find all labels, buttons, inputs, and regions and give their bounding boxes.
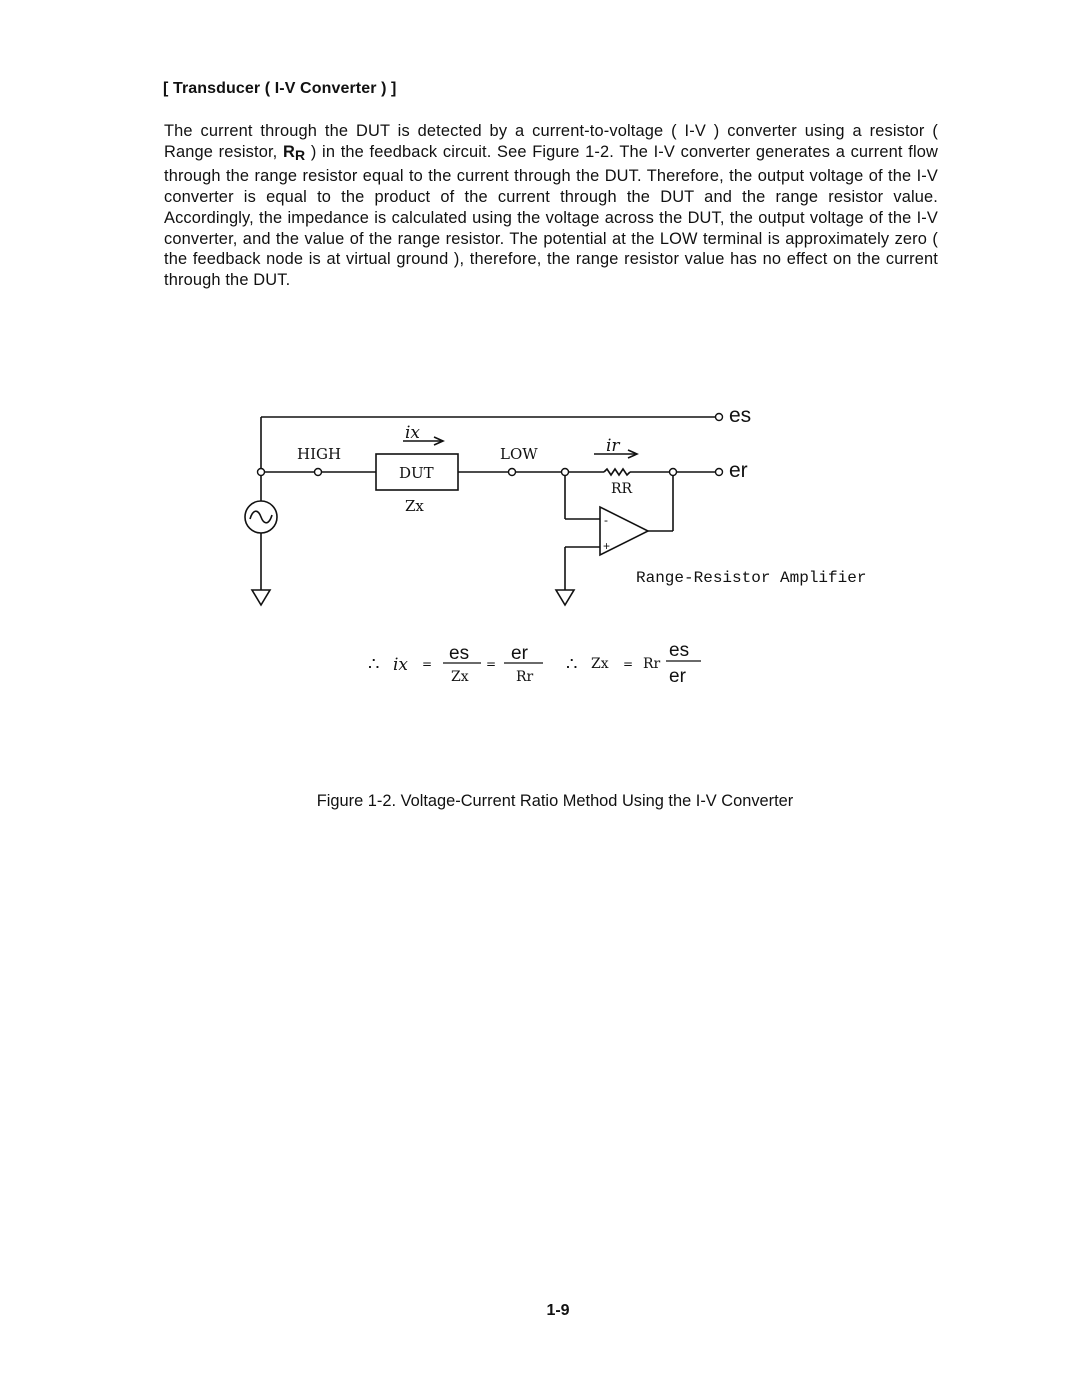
eq-rr-denominator: Rr [516,669,534,685]
high-terminal [315,469,322,476]
eq-ix: ix [393,655,409,675]
rr-subscript: R [294,146,306,163]
page-number: 1-9 [546,1302,570,1319]
op-amp-plus: + [603,539,611,553]
ir-label: ir [606,436,620,456]
eq-er-denominator: er [669,666,686,687]
eq-equals-3: = [623,657,634,671]
virtual-ground-node [562,469,569,476]
range-resistor-zigzag [604,469,630,475]
section-heading: [ Transducer ( I-V Converter ) ] [163,80,397,97]
eq-zx-denominator: Zx [451,669,469,685]
eq-es-numerator-2: es [669,640,690,661]
zx-label: Zx [405,497,424,515]
therefore-symbol-1: ∴ [368,654,380,675]
impedance-equation [368,640,701,687]
er-terminal [716,469,723,476]
source-node [258,469,265,476]
paragraph-part-1: The current through the DUT is detected by a current-to-voltage ( I-V ) converter using a resistor ( Range resistor, [164,122,938,161]
ac-source-wave [250,511,272,523]
es-label: es [729,404,752,427]
es-terminal [716,414,723,421]
ix-label: ix [405,423,421,443]
figure-caption: Figure 1-2. Voltage-Current Ratio Method Using the I-V Converter [316,792,794,810]
source-ground-symbol [252,590,270,605]
paragraph-part-2: ) in the feedback circuit. See Figure 1-2. The I-V converter generates a current flow through the range resistor equal to the current through the DUT. Therefore, the output voltage of the I-V converter is equal to the product of the current through the DUT and the range resistor value. Accordingly, the impedance is calculated using the voltage across the DUT, the output voltage of the I-V converter, and the value of the range resistor. The potential at the LOW terminal is approximately zero ( the feedback node is at virtual ground ), therefore, the range resistor value has no effect on the current through the DUT. [164,142,938,290]
therefore-symbol-2: ∴ [566,654,578,675]
output-node [670,469,677,476]
eq-es-numerator: es [449,643,470,664]
low-label: LOW [500,445,538,463]
eq-zx: Zx [591,656,609,672]
eq-equals-2: = [486,657,497,671]
eq-rr: Rr [643,656,661,672]
er-label: er [729,459,748,482]
amplifier-label: Range-Resistor Amplifier [636,569,867,587]
eq-equals-1: = [422,657,433,671]
rr-main: R [282,142,295,161]
amp-ground-symbol [556,590,574,605]
rr-label: RR [611,481,633,497]
dut-label: DUT [399,464,434,482]
low-terminal [509,469,516,476]
high-label: HIGH [297,445,342,463]
eq-er-numerator: er [511,643,528,664]
op-amp-minus: - [604,513,608,527]
